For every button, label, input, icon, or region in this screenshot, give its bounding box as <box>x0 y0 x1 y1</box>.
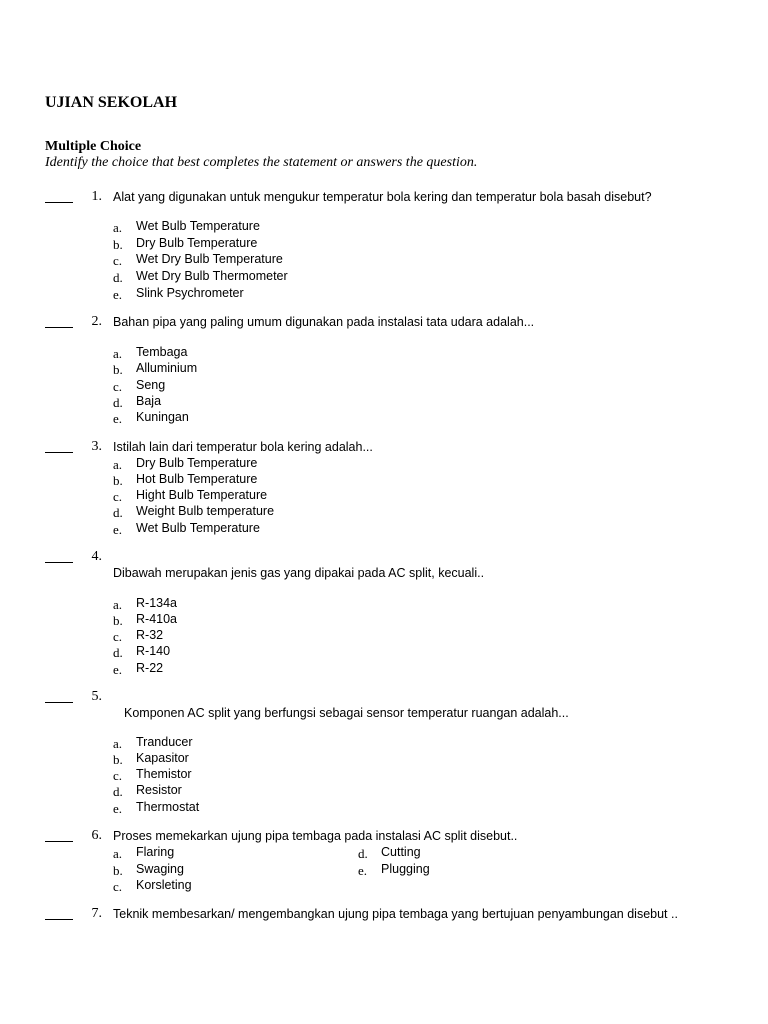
option-letter: b. <box>113 237 123 252</box>
option-letter: d. <box>113 395 123 410</box>
option-letter: e. <box>113 801 123 816</box>
option-text[interactable]: R-410a <box>136 612 177 626</box>
page-title: UJIAN SEKOLAH <box>45 94 178 111</box>
option-text[interactable]: Resistor <box>136 783 182 797</box>
option-text[interactable]: R-140 <box>136 644 171 658</box>
question-text: Bahan pipa yang paling umum digunakan pada instalasi tata udara adalah... <box>113 315 535 329</box>
option-text[interactable]: Hot Bulb Temperature <box>136 472 258 486</box>
option-text[interactable]: Hight Bulb Temperature <box>136 488 268 502</box>
answer-blank[interactable] <box>45 327 73 328</box>
option-letter: b. <box>113 613 123 628</box>
option-letter: a. <box>113 346 123 361</box>
option-text[interactable]: Weight Bulb temperature <box>136 504 275 518</box>
option-letter: c. <box>113 629 123 644</box>
option-letter: d. <box>113 270 123 285</box>
question-text: Alat yang digunakan untuk mengukur temperatur bola kering dan temperatur bola basah disebut? <box>113 190 652 204</box>
option-text[interactable]: Kuningan <box>136 410 189 424</box>
option-text[interactable]: Alluminium <box>136 361 198 375</box>
option-text[interactable]: Wet Dry Bulb Thermometer <box>136 269 288 283</box>
option-letter: a. <box>113 597 123 612</box>
option-text[interactable]: Dry Bulb Temperature <box>136 236 258 250</box>
option-letter: e. <box>113 287 123 302</box>
option-text[interactable]: Wet Bulb Temperature <box>136 219 260 233</box>
option-letter: b. <box>113 473 123 488</box>
question-number: 5. <box>91 689 102 704</box>
question-number: 4. <box>91 549 102 564</box>
option-letter: a. <box>113 846 123 861</box>
question-number: 2. <box>91 314 102 329</box>
question-text: Komponen AC split yang berfungsi sebagai sensor temperatur ruangan adalah... <box>124 706 569 720</box>
option-text[interactable]: Swaging <box>136 862 184 876</box>
option-letter: e. <box>113 411 123 426</box>
answer-blank[interactable] <box>45 562 73 563</box>
option-text[interactable]: Themistor <box>136 767 192 781</box>
option-text[interactable]: Cutting <box>381 845 421 859</box>
instructions: Identify the choice that best completes the statement or answers the question. <box>45 155 478 170</box>
question-number: 7. <box>91 906 102 921</box>
option-text[interactable]: R-134a <box>136 596 177 610</box>
option-text[interactable]: Wet Bulb Temperature <box>136 521 260 535</box>
option-text[interactable]: Plugging <box>381 862 430 876</box>
answer-blank[interactable] <box>45 452 73 453</box>
option-text[interactable]: Baja <box>136 394 162 408</box>
option-letter: b. <box>113 752 123 767</box>
option-letter: a. <box>113 736 123 751</box>
option-letter: c. <box>113 489 123 504</box>
option-text[interactable]: Dry Bulb Temperature <box>136 456 258 470</box>
option-text[interactable]: Seng <box>136 378 166 392</box>
option-letter: a. <box>113 220 123 235</box>
option-text[interactable]: R-32 <box>136 628 164 642</box>
option-letter: c. <box>113 379 123 394</box>
question-text: Teknik membesarkan/ mengembangkan ujung pipa tembaga yang bertujuan penyambungan disebut .. <box>113 907 678 921</box>
question-text: Istilah lain dari temperatur bola kering adalah... <box>113 440 373 454</box>
option-text[interactable]: Tranducer <box>136 735 193 749</box>
option-text[interactable]: Korsleting <box>136 878 192 892</box>
option-letter: d. <box>113 784 123 799</box>
question-text: Proses memekarkan ujung pipa tembaga pada instalasi AC split disebut.. <box>113 829 518 843</box>
option-text[interactable]: Tembaga <box>136 345 188 359</box>
section-title: Multiple Choice <box>45 139 142 154</box>
option-letter: b. <box>113 863 123 878</box>
question-number: 3. <box>91 439 102 454</box>
option-letter: c. <box>113 253 123 268</box>
option-text[interactable]: R-22 <box>136 661 164 675</box>
option-letter: e. <box>113 522 123 537</box>
option-letter: d. <box>358 846 368 861</box>
answer-blank[interactable] <box>45 841 73 842</box>
option-letter: d. <box>113 645 123 660</box>
answer-blank[interactable] <box>45 202 73 203</box>
answer-blank[interactable] <box>45 702 73 703</box>
question-number: 6. <box>91 828 102 843</box>
option-letter: c. <box>113 768 123 783</box>
option-text[interactable]: Slink Psychrometer <box>136 286 244 300</box>
option-text[interactable]: Flaring <box>136 845 175 859</box>
option-letter: b. <box>113 362 123 377</box>
option-text[interactable]: Thermostat <box>136 800 200 814</box>
question-text: Dibawah merupakan jenis gas yang dipakai pada AC split, kecuali.. <box>113 566 485 580</box>
question-number: 1. <box>91 189 102 204</box>
option-text[interactable]: Wet Dry Bulb Temperature <box>136 252 283 266</box>
option-letter: e. <box>113 662 123 677</box>
option-letter: c. <box>113 879 123 894</box>
option-letter: e. <box>358 863 368 878</box>
answer-blank[interactable] <box>45 919 73 920</box>
option-text[interactable]: Kapasitor <box>136 751 189 765</box>
option-letter: a. <box>113 457 123 472</box>
option-letter: d. <box>113 505 123 520</box>
